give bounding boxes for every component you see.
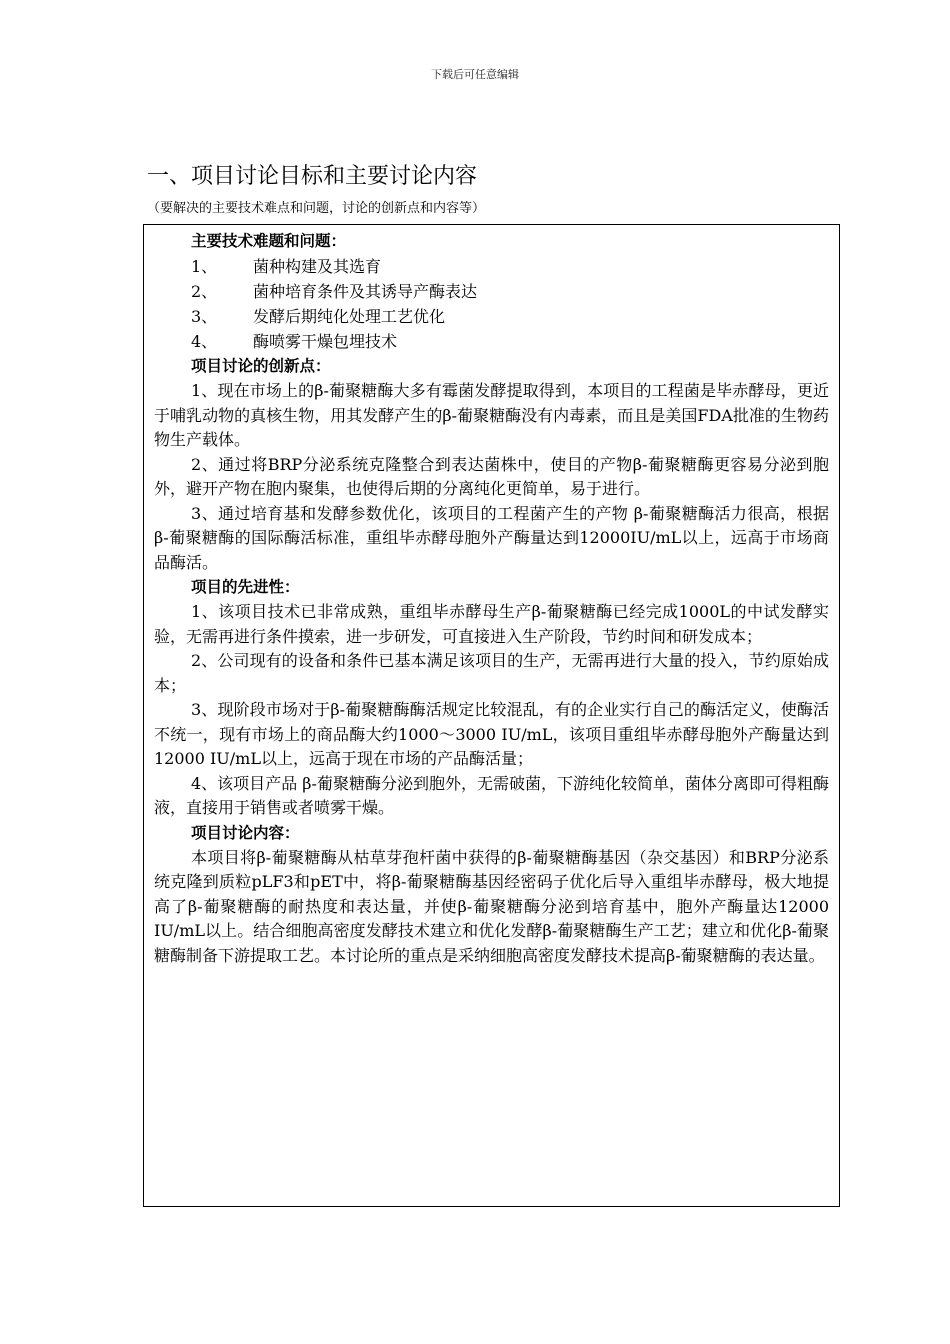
advancement-paragraph: 1、该项目技术已非常成熟，重组毕赤酵母生产β-葡聚糖酶已经完成1000L的中试发酵实验，无需再进行条件摸索，进一步研发，可直接进入生产阶段，节约时间和研发成本； [154,602,829,646]
problem-item-text: 菌种培育条件及其诱导产酶表达 [253,282,478,301]
content-box [143,224,840,1207]
header-note: 下载后可任意编辑 [431,68,519,81]
problem-item-number: 3、 [191,307,218,326]
problem-item [154,254,829,279]
advancement-heading: 项目的先进性： [191,578,300,596]
innovation-paragraph: 3、通过培育基和发酵参数优化，该项目的工程菌产生的产物 β-葡聚糖酶活力很高，根据 β-葡聚糖酶的国际酶活标准，重组毕赤酵母胞外产酶量达到12000IU/mL以上，远高于市场商品酶活。 [154,503,829,572]
innovation-heading: 项目讨论的创新点： [191,357,331,375]
problem-item [154,304,829,329]
problem-item-text: 酶喷雾干燥包埋技术 [253,332,398,351]
section-title: 一、项目讨论目标和主要讨论内容 [147,164,478,189]
problem-item-number: 4、 [191,332,218,351]
advancement-paragraph: 3、现阶段市场对于β-葡聚糖酶酶活规定比较混乱，有的企业实行自己的酶活定义，使酶活不统一，现有市场上的商品酶大约1000～3000 IU/mL，该项目重组毕赤酵母胞外产酶量达到12000 IU/mL以上，远高于现在市场的产品酶活量； [154,700,829,768]
section-subtitle: （要解决的主要技术难点和问题，讨论的创新点和内容等） [147,201,486,216]
problems-heading: 主要技术难题和问题： [191,232,347,250]
problem-item [154,329,829,354]
content-heading: 项目讨论内容： [191,823,300,842]
advancement-paragraph: 4、该项目产品 β-葡聚糖酶分泌到胞外，无需破菌，下游纯化较简单，菌体分离即可得粗酶液，直接用于销售或者喷雾干燥。 [154,773,829,817]
problem-item-text: 菌种构建及其选育 [253,257,382,276]
innovation-paragraph: 2、通过将BRP分泌系统克隆整合到表达菌株中，使目的产物β-葡聚糖酶更容易分泌到胞外，避开产物在胞内聚集，也使得后期的分离纯化更简单，易于进行。 [154,454,829,498]
innovation-paragraph: 1、现在市场上的β-葡聚糖酶大多有霉菌发酵提取得到，本项目的工程菌是毕赤酵母，更近于哺乳动物的真核生物，用其发酵产生的β-葡聚糖酶没有内毒素，而且是美国FDA批准的生物药物生产载体。 [154,381,829,449]
problem-item-text: 发酵后期纯化处理工艺优化 [253,307,446,326]
problem-item [154,279,829,304]
problem-item-number: 2、 [191,282,218,301]
content-paragraph: 本项目将β-葡聚糖酶从枯草芽孢杆菌中获得的β-葡聚糖酶基因（杂交基因）和BRP分泌系统克隆到质粒pLF3和pET中，将β-葡聚糖酶基因经密码子优化后导入重组毕赤酵母，极大地提高了β-葡聚糖酶的耐热度和表达量，并使β-葡聚糖酶分泌到培育基中，胞外产酶量达12000 IU/mL以上。结合细胞高密度发酵技术建立和优化发酵β-葡聚糖酶生产工艺；建立和优化β-葡聚糖酶制备下游提取工艺。本讨论所的重点是采纳细胞高密度发酵技术提高β-葡聚糖酶的表达量。 [154,847,829,965]
advancement-paragraph: 2、公司现有的设备和条件已基本满足该项目的生产，无需再进行大量的投入，节约原始成本； [154,651,829,695]
problem-item-number: 1、 [191,257,218,276]
